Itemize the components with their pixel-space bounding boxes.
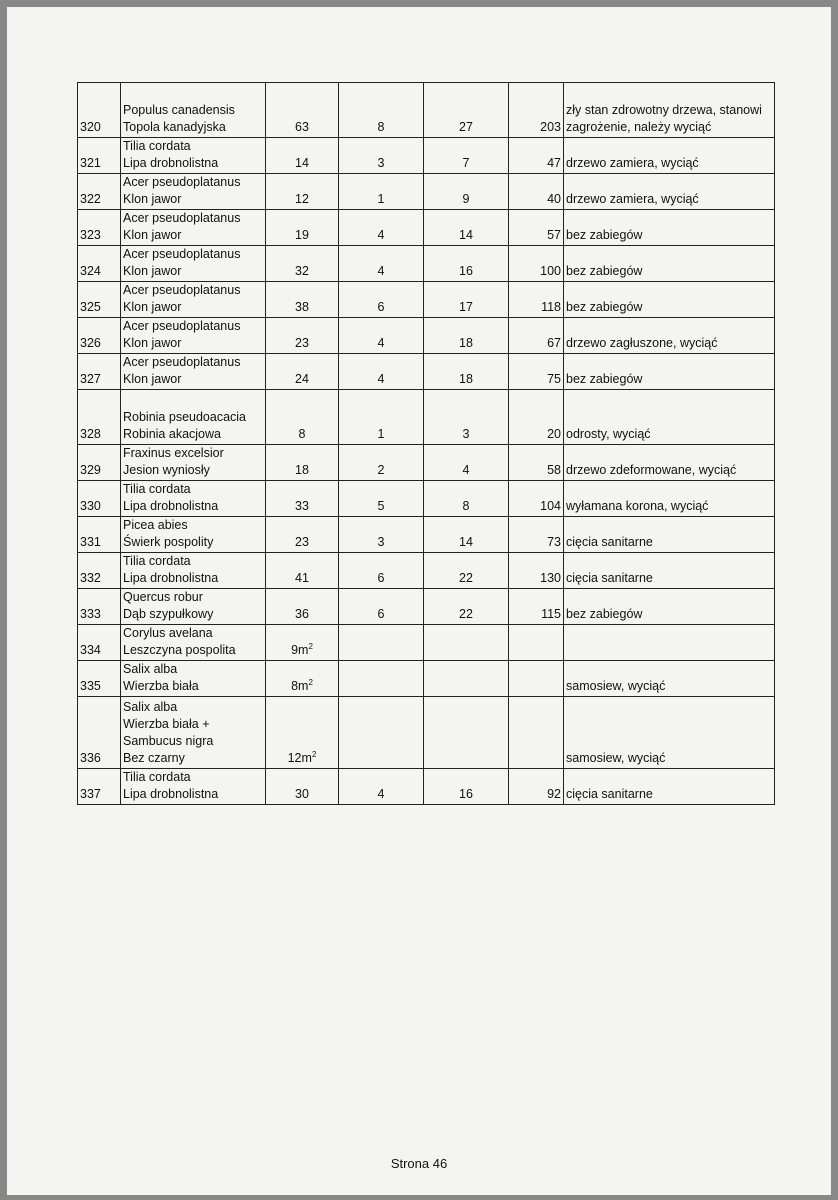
measure-3-cell <box>424 661 509 697</box>
note-cell: wyłamana korona, wyciąć <box>564 481 775 517</box>
tree-number-cell: 326 <box>78 318 121 354</box>
measure-1-value: 32 <box>295 264 309 278</box>
species-cell <box>121 390 266 445</box>
species-polish-name: Lipa drobnolistna <box>123 499 219 513</box>
table-row <box>78 481 775 517</box>
species-latin-name: Tilia cordata <box>123 770 191 784</box>
species-latin-name: Wierzba biała + <box>123 717 210 731</box>
species-latin-name: Fraxinus excelsior <box>123 446 224 460</box>
measure-4-cell: 75 <box>509 354 564 390</box>
note-cell: drzewo zamiera, wyciąć <box>564 174 775 210</box>
measure-1-value: 9m <box>291 643 309 657</box>
table-row <box>78 318 775 354</box>
measure-4-cell: 104 <box>509 481 564 517</box>
measure-1-cell <box>266 625 339 661</box>
measure-3-cell: 4 <box>424 445 509 481</box>
species-latin-name: Quercus robur <box>123 590 203 604</box>
measure-2-cell: 4 <box>339 210 424 246</box>
measure-4-cell <box>509 661 564 697</box>
measure-3-cell: 27 <box>424 83 509 138</box>
unit-exponent: 2 <box>308 642 313 651</box>
document-page <box>7 7 831 1195</box>
species-polish-name: Klon jawor <box>123 264 182 278</box>
measure-1-cell <box>266 354 339 390</box>
tree-number-cell: 331 <box>78 517 121 553</box>
species-cell <box>121 354 266 390</box>
table-row <box>78 697 775 769</box>
species-polish-name: Leszczyna pospolita <box>123 643 236 657</box>
measure-3-cell: 14 <box>424 517 509 553</box>
measure-1-cell <box>266 697 339 769</box>
measure-2-cell: 2 <box>339 445 424 481</box>
species-polish-name: Lipa drobnolistna <box>123 571 219 585</box>
page-number: Strona 46 <box>390 1156 448 1171</box>
measure-4-cell <box>509 697 564 769</box>
note-cell: zły stan zdrowotny drzewa, stanowi zagrożenie, należy wyciąć <box>564 83 775 138</box>
measure-3-cell: 18 <box>424 318 509 354</box>
species-latin-name: Corylus avelana <box>123 626 213 640</box>
measure-1-cell <box>266 318 339 354</box>
note-cell: drzewo zamiera, wyciąć <box>564 138 775 174</box>
tree-number-cell: 329 <box>78 445 121 481</box>
species-polish-name: Bez czarny <box>123 751 185 765</box>
note-cell: odrosty, wyciąć <box>564 390 775 445</box>
species-cell <box>121 769 266 805</box>
unit-exponent: 2 <box>311 750 317 759</box>
species-latin-name: Acer pseudoplatanus <box>123 175 241 189</box>
measure-1-cell <box>266 481 339 517</box>
table-row <box>78 354 775 390</box>
tree-number-cell: 330 <box>78 481 121 517</box>
measure-4-cell: 92 <box>509 769 564 805</box>
tree-number-cell: 333 <box>78 589 121 625</box>
measure-4-cell: 115 <box>509 589 564 625</box>
tree-number-cell: 332 <box>78 553 121 589</box>
measure-4-cell: 73 <box>509 517 564 553</box>
measure-1-value: 41 <box>295 571 309 585</box>
measure-1-cell <box>266 246 339 282</box>
measure-1-value: 8 <box>298 427 306 441</box>
table-row <box>78 625 775 661</box>
note-cell: bez zabiegów <box>564 210 775 246</box>
table-row <box>78 589 775 625</box>
measure-2-cell: 3 <box>339 138 424 174</box>
table-row <box>78 83 775 138</box>
species-polish-name: Wierzba biała <box>123 679 199 693</box>
tree-number-cell: 323 <box>78 210 121 246</box>
species-polish-name: Dąb szypułkowy <box>123 607 214 621</box>
measure-3-cell <box>424 625 509 661</box>
measure-2-cell: 4 <box>339 318 424 354</box>
measure-3-cell: 17 <box>424 282 509 318</box>
note-cell: bez zabiegów <box>564 354 775 390</box>
species-latin-name: Salix alba <box>123 700 178 714</box>
note-cell: drzewo zagłuszone, wyciąć <box>564 318 775 354</box>
measure-2-cell: 6 <box>339 282 424 318</box>
measure-4-cell: 100 <box>509 246 564 282</box>
note-cell: bez zabiegów <box>564 282 775 318</box>
note-cell: samosiew, wyciąć <box>564 697 775 769</box>
species-latin-name: Acer pseudoplatanus <box>123 247 241 261</box>
species-cell <box>121 174 266 210</box>
species-cell <box>121 318 266 354</box>
species-latin-name: Picea abies <box>123 518 188 532</box>
measure-1-cell <box>266 174 339 210</box>
measure-1-value: 12 <box>295 192 309 206</box>
species-polish-name: Lipa drobnolistna <box>123 156 219 170</box>
species-cell <box>121 138 266 174</box>
species-cell <box>121 625 266 661</box>
measure-3-cell: 22 <box>424 553 509 589</box>
measure-1-value: 14 <box>295 156 309 170</box>
table-row <box>78 138 775 174</box>
measure-4-cell: 20 <box>509 390 564 445</box>
species-polish-name: Klon jawor <box>123 300 182 314</box>
measure-2-cell: 6 <box>339 589 424 625</box>
measure-1-cell <box>266 553 339 589</box>
table-row <box>78 282 775 318</box>
species-cell <box>121 246 266 282</box>
species-cell <box>121 481 266 517</box>
species-cell <box>121 697 266 769</box>
measure-2-cell <box>339 661 424 697</box>
measure-4-cell: 203 <box>509 83 564 138</box>
table-row <box>78 246 775 282</box>
species-cell <box>121 661 266 697</box>
species-polish-name: Jesion wyniosły <box>123 463 210 477</box>
measure-3-cell: 16 <box>424 769 509 805</box>
table-row <box>78 553 775 589</box>
tree-number-cell: 325 <box>78 282 121 318</box>
measure-3-cell: 3 <box>424 390 509 445</box>
measure-4-cell: 67 <box>509 318 564 354</box>
measure-1-value: 12m <box>287 751 312 765</box>
species-latin-name: Tilia cordata <box>123 554 191 568</box>
tree-number-cell: 334 <box>78 625 121 661</box>
measure-2-cell: 6 <box>339 553 424 589</box>
species-cell <box>121 210 266 246</box>
measure-1-value: 36 <box>295 607 309 621</box>
measure-1-value: 24 <box>295 372 309 386</box>
measure-2-cell: 3 <box>339 517 424 553</box>
measure-2-cell <box>339 697 424 769</box>
species-cell <box>121 517 266 553</box>
measure-3-cell <box>424 697 509 769</box>
measure-2-cell: 8 <box>339 83 424 138</box>
species-latin-name: Sambucus nigra <box>123 734 214 748</box>
measure-4-cell: 58 <box>509 445 564 481</box>
tree-number-cell: 321 <box>78 138 121 174</box>
measure-3-cell: 14 <box>424 210 509 246</box>
measure-1-cell <box>266 210 339 246</box>
tree-number-cell: 335 <box>78 661 121 697</box>
note-cell: cięcia sanitarne <box>564 553 775 589</box>
measure-2-cell: 1 <box>339 390 424 445</box>
measure-4-cell <box>509 625 564 661</box>
species-cell <box>121 83 266 138</box>
measure-1-value: 38 <box>295 300 309 314</box>
measure-1-value: 19 <box>295 228 309 242</box>
measure-1-cell <box>266 390 339 445</box>
measure-1-cell <box>266 138 339 174</box>
species-latin-name: Tilia cordata <box>123 482 191 496</box>
tree-number-cell: 320 <box>78 83 121 138</box>
tree-number-cell: 324 <box>78 246 121 282</box>
species-latin-name: Tilia cordata <box>123 139 191 153</box>
unit-exponent: 2 <box>308 678 313 687</box>
table-row <box>78 390 775 445</box>
species-polish-name: Klon jawor <box>123 228 182 242</box>
measure-2-cell <box>339 625 424 661</box>
species-cell <box>121 589 266 625</box>
note-cell: bez zabiegów <box>564 246 775 282</box>
measure-1-value: 30 <box>295 787 309 801</box>
measure-1-value: 18 <box>295 463 309 477</box>
table-row <box>78 445 775 481</box>
measure-3-cell: 18 <box>424 354 509 390</box>
species-cell <box>121 445 266 481</box>
measure-2-cell: 4 <box>339 246 424 282</box>
measure-1-cell <box>266 661 339 697</box>
species-latin-name: Acer pseudoplatanus <box>123 319 241 333</box>
species-latin-name: Acer pseudoplatanus <box>123 355 241 369</box>
measure-1-value: 63 <box>295 120 309 134</box>
note-cell: cięcia sanitarne <box>564 517 775 553</box>
species-latin-name: Acer pseudoplatanus <box>123 283 241 297</box>
table-row <box>78 517 775 553</box>
measure-1-value: 33 <box>295 499 309 513</box>
tree-number-cell: 327 <box>78 354 121 390</box>
measure-3-cell: 7 <box>424 138 509 174</box>
table-row <box>78 661 775 697</box>
measure-2-cell: 4 <box>339 769 424 805</box>
measure-1-cell <box>266 282 339 318</box>
species-polish-name: Klon jawor <box>123 192 182 206</box>
measure-1-cell <box>266 445 339 481</box>
tree-number-cell: 336 <box>78 697 121 769</box>
table-row <box>78 174 775 210</box>
measure-3-cell: 22 <box>424 589 509 625</box>
tree-inventory-table <box>77 82 775 805</box>
species-polish-name: Klon jawor <box>123 372 182 386</box>
note-cell: drzewo zdeformowane, wyciąć <box>564 445 775 481</box>
note-cell: samosiew, wyciąć <box>564 661 775 697</box>
species-latin-name: Acer pseudoplatanus <box>123 211 241 225</box>
species-polish-name: Klon jawor <box>123 336 182 350</box>
measure-1-cell <box>266 769 339 805</box>
note-cell: bez zabiegów <box>564 589 775 625</box>
measure-4-cell: 40 <box>509 174 564 210</box>
tree-number-cell: 337 <box>78 769 121 805</box>
table-row <box>78 210 775 246</box>
species-polish-name: Topola kanadyjska <box>123 120 226 134</box>
measure-4-cell: 118 <box>509 282 564 318</box>
measure-4-cell: 47 <box>509 138 564 174</box>
species-polish-name: Robinia akacjowa <box>123 427 221 441</box>
species-latin-name: Salix alba <box>123 662 178 676</box>
measure-1-cell <box>266 83 339 138</box>
species-polish-name: Lipa drobnolistna <box>123 787 219 801</box>
measure-1-value: 23 <box>295 336 309 350</box>
measure-4-cell: 130 <box>509 553 564 589</box>
measure-3-cell: 9 <box>424 174 509 210</box>
note-cell: cięcia sanitarne <box>564 769 775 805</box>
species-cell <box>121 282 266 318</box>
measure-2-cell: 5 <box>339 481 424 517</box>
measure-1-cell <box>266 517 339 553</box>
measure-3-cell: 16 <box>424 246 509 282</box>
measure-4-cell: 57 <box>509 210 564 246</box>
measure-2-cell: 1 <box>339 174 424 210</box>
species-polish-name: Świerk pospolity <box>123 535 214 549</box>
measure-1-value: 23 <box>295 535 309 549</box>
note-cell <box>564 625 775 661</box>
measure-2-cell: 4 <box>339 354 424 390</box>
tree-number-cell: 328 <box>78 390 121 445</box>
measure-1-value: 8m <box>291 679 309 693</box>
species-latin-name: Populus canadensis <box>123 103 235 117</box>
measure-3-cell: 8 <box>424 481 509 517</box>
tree-number-cell: 322 <box>78 174 121 210</box>
species-latin-name: Robinia pseudoacacia <box>123 410 247 424</box>
measure-1-cell <box>266 589 339 625</box>
table-row <box>78 769 775 805</box>
species-cell <box>121 553 266 589</box>
